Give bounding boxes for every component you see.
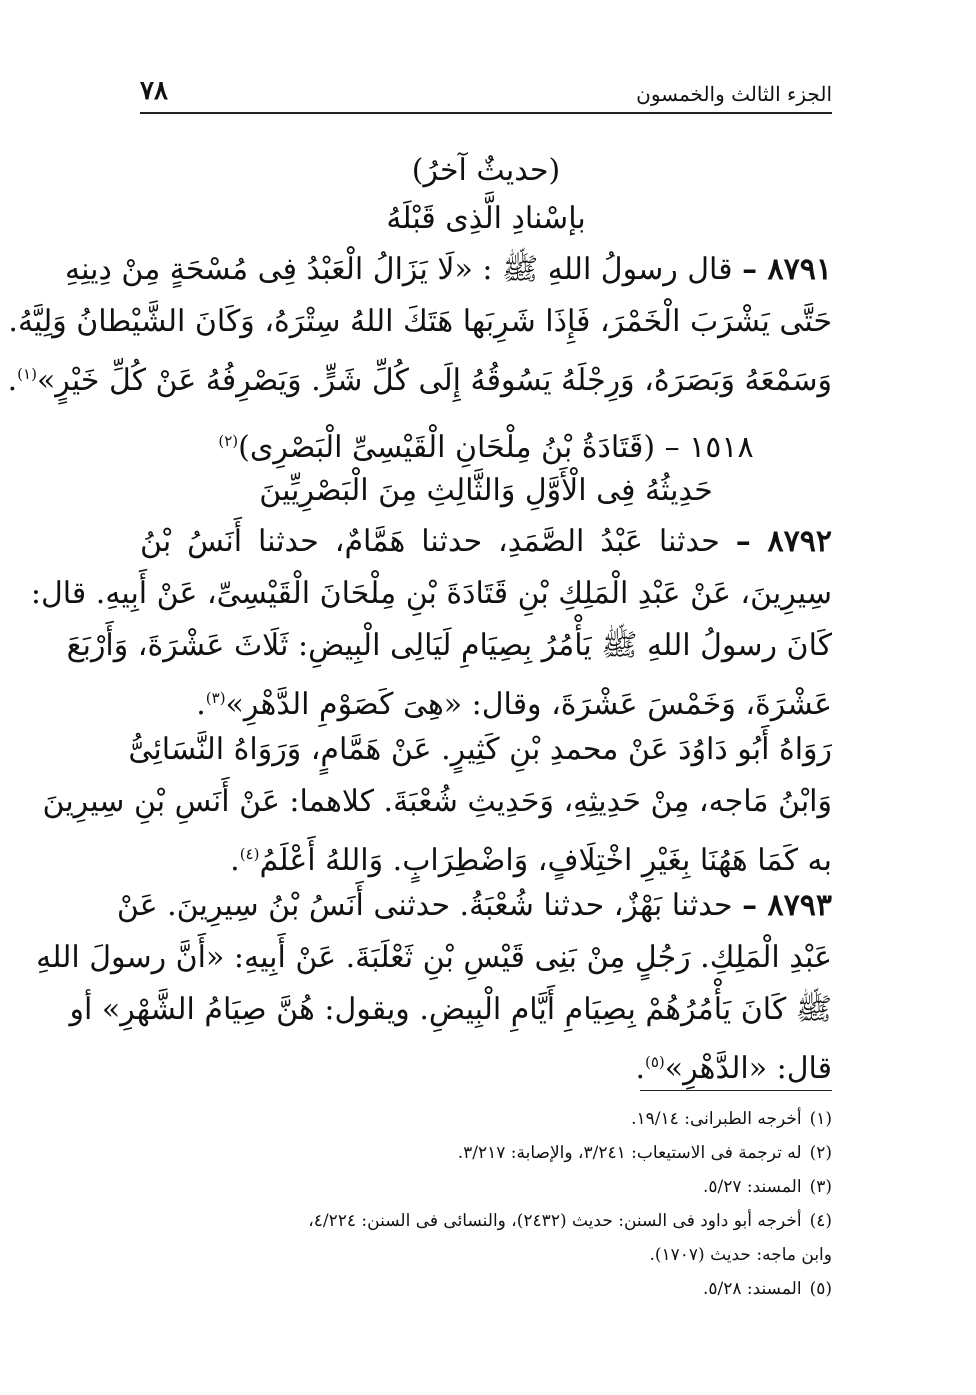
hadith-8791-line-1 xyxy=(64,244,832,296)
tarjama-1518-subtitle: حَدِيثُهُ فِى الْأَوَّلِ وَالثَّالِثِ مِنَ الْبَصْرِيِّينَ xyxy=(259,473,713,508)
hadith-number: ٨٧٩٢ – xyxy=(735,524,832,559)
hadith-8793-line-2: عَبْدِ الْمَلِكِ. رَجُلٍ مِنْ بَنِى قَيْسِ بْنِ ثَعْلَبَةَ. عَنْ أَبِيهِ: «أَنَّ رسولَ اللهِ xyxy=(36,940,832,975)
footnote-text: أخرجه الطبرانى: ١٩/١٤. xyxy=(631,1109,802,1129)
hadith-text: وَسَمْعَهُ وَبَصَرَهُ، وَرِجْلَهُ يَسُوقُهُ إِلَى كُلِّ شَرٍّ. وَيَصْرِفُهُ عَنْ كُلِّ خَيْرٍ» xyxy=(36,363,832,398)
hadith-text: حدثنا بَهْزٌ، حدثنا شُعْبَةُ. حدثنى أَنَسُ بْنُ سِيرِينَ. عَنْ xyxy=(116,888,733,923)
tarjama-1518-title xyxy=(140,420,832,469)
tarjama-text: ١٥١٨ – (قَتَادَةُ بْنُ مِلْحَانِ الْقَيْسِىِّ الْبَصْرِى) xyxy=(238,430,754,465)
footnote-ref: (١) xyxy=(17,365,37,383)
footnote-3 xyxy=(140,1172,832,1202)
rawah-line-2: وَابْنُ مَاجه، مِنْ حَدِيثِهِ، وَحَدِيثِ شُعْبَةَ. كلاهما: عَنْ أَنَسِ بْنِ سِيرِينَ xyxy=(42,784,832,819)
footnote-mark: (١) xyxy=(809,1109,832,1129)
hadith-8793-line-3: ﷺ كَانَ يَأْمُرُهُمْ بِصِيَامِ أَيَّامِ الْبِيضِ. ويقول: هُنَّ صِيَامُ الشَّهْرِ» أو xyxy=(69,992,832,1027)
footnote-mark: (٥) xyxy=(809,1279,832,1299)
page-header xyxy=(140,62,832,114)
footnote-ref: (٣) xyxy=(205,689,226,707)
footnote-text: المسند: ٥/٢٧. xyxy=(702,1177,802,1197)
footnote-text: المسند: ٥/٢٨. xyxy=(702,1279,802,1299)
footnote-1 xyxy=(140,1104,832,1134)
footnote-mark: (٢) xyxy=(809,1143,832,1163)
hadith-text: عَشْرَةَ، وَخَمْسَ عَشْرَةَ، وقال: «هِىَ كَصَوْمِ الدَّهْرِ» xyxy=(225,687,832,722)
hadith-text: حدثنا عَبْدُ الصَّمَدِ، حدثنا هَمَّامٌ، حدثنا أَنَسُ بْنُ xyxy=(140,524,720,559)
footnote-mark: (٤) xyxy=(809,1211,832,1231)
footnote-ref: (٥) xyxy=(644,1053,665,1071)
page-number: ٧٨ xyxy=(140,76,168,106)
footnote-text: له ترجمة فى الاستيعاب: ٣/٢٤١، والإصابة: ٣/٢١٧. xyxy=(457,1143,802,1163)
rawah-line-3: به كَمَا هَهُنَا بِغَيْرِ اخْتِلَافٍ، وَاضْطِرَابٍ. وَاللهُ أَعْلَمُ$^{(٤)}$. xyxy=(230,843,832,878)
hadith-number: ٨٧٩١ – xyxy=(742,252,832,287)
footnote-2 xyxy=(140,1138,832,1168)
rawah-line-1: رَوَاهُ أَبُو دَاوُدَ عَنْ محمدِ بْنِ كَثِيرٍ. عَنْ هَمَّامٍ، وَرَوَاهُ النَّسَائِىُّ xyxy=(128,732,832,767)
rawah-text: به كَمَا هَهُنَا بِغَيْرِ اخْتِلَافٍ، وَاضْطِرَابٍ. وَاللهُ أَعْلَمُ xyxy=(259,843,832,878)
hadith-number: ٨٧٩٣ – xyxy=(742,888,832,923)
hadith-text: قال رسولُ اللهِ ﷺ : «لَا يَزَالُ الْعَبْدُ فِى مُسْحَةٍ مِنْ دِينِهِ xyxy=(64,252,733,287)
hadith-8792-line-3: كَانَ رسولُ اللهِ ﷺ يَأْمُرُ بِصِيَامِ لَيَالِى الْبِيضِ: ثَلَاثَ عَشْرَةَ، وَأَرْبَعَ xyxy=(66,628,832,663)
footnote-5 xyxy=(140,1274,832,1304)
hadith-8792-line-4: عَشْرَةَ، وَخَمْسَ عَشْرَةَ، وقال: «هِىَ كَصَوْمِ الدَّهْرِ»$^{(٣)}$. xyxy=(196,687,832,722)
hadith-8793-line-1 xyxy=(116,880,832,932)
footnote-mark: (٣) xyxy=(809,1177,832,1197)
running-title: الجزء الثالث والخمسون xyxy=(636,82,832,106)
footnote-ref: (٢) xyxy=(218,432,239,450)
footnote-4-continued: وابن ماجه: حديث (١٧٠٧). xyxy=(649,1245,832,1265)
section-subtitle-isnad: بإسْنادِ الَّذِى قَبْلَهُ xyxy=(386,201,586,236)
hadith-8792-line-2: سِيرِينَ، عَنْ عَبْدِ الْمَلِكِ بْنِ قَتَادَةَ بْنِ مِلْحَانَ الْقَيْسِىِّ، عَنْ أَبِيهِ. قال: xyxy=(30,576,832,611)
hadith-8791-line-3: وَسَمْعَهُ وَبَصَرَهُ، وَرِجْلَهُ يَسُوقُهُ إِلَى كُلِّ شَرٍّ. وَيَصْرِفُهُ عَنْ كُلِّ خَيْرٍ»$^{(١)}$. xyxy=(7,363,832,398)
footnote-4 xyxy=(140,1206,832,1236)
footnote-text: أخرجه أبو داود فى السنن: حديث (٢٤٣٢)، والنسائى فى السنن: ٤/٢٢٤، xyxy=(308,1211,802,1231)
hadith-8793-line-4: قال: «الدَّهْرِ»$^{(٥)}$. xyxy=(635,1051,832,1086)
hadith-8791-line-2: حَتَّى يَشْرَبَ الْخَمْرَ، فَإِذَا شَرِبَها هَتَكَ اللهُ سِتْرَهُ، وَكَانَ الشَّيْطانُ وَلِيَّهُ. xyxy=(8,304,832,339)
footnote-divider xyxy=(640,1090,832,1091)
hadith-text: قال: «الدَّهْرِ» xyxy=(664,1051,832,1086)
section-title-hadith-akhar: (حديثٌ آخرُ) xyxy=(411,153,561,188)
hadith-8792-line-1 xyxy=(140,516,832,568)
footnote-ref: (٤) xyxy=(239,845,260,863)
